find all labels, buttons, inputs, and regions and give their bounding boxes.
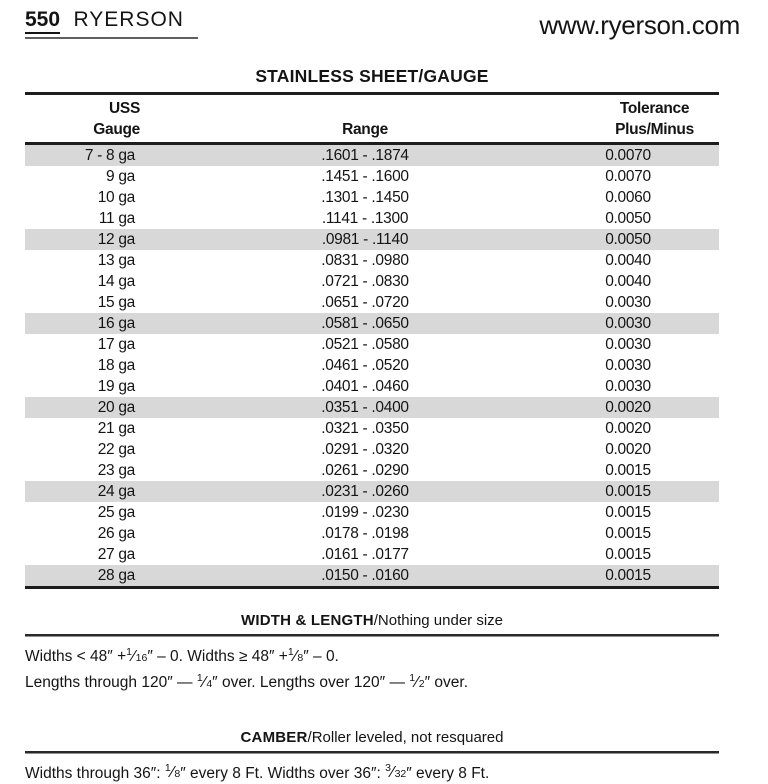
gauge-table <box>25 92 719 589</box>
gauge-cell: 21 ga <box>97 420 135 437</box>
table-row <box>25 313 719 334</box>
website-url[interactable]: www.ryerson.com <box>539 10 740 40</box>
camber-notes <box>25 759 719 784</box>
brand-name: RYERSON <box>73 8 184 31</box>
tolerance-cell: 0.0020 <box>605 399 651 416</box>
range-cell: .0351 - .0400 <box>321 399 409 416</box>
width-length-heading-rest: /Nothing under size <box>373 612 504 629</box>
tolerance-cell: 0.0050 <box>605 231 651 248</box>
tolerance-cell: 0.0040 <box>605 252 651 269</box>
gauge-cell: 14 ga <box>97 273 135 290</box>
col-header-line: Tolerance <box>619 100 690 117</box>
range-cell: .0150 - .0160 <box>321 567 409 584</box>
col-header-line <box>140 98 590 119</box>
range-cell: .0721 - .0830 <box>321 273 409 290</box>
table-row <box>25 208 719 229</box>
range-cell: .0401 - .0460 <box>321 378 409 395</box>
tolerance-cell: 0.0060 <box>605 189 651 206</box>
range-cell: .0161 - .0177 <box>321 546 409 563</box>
table-row <box>25 144 719 167</box>
camber-heading-rest: /Roller leveled, not resquared <box>307 728 504 746</box>
fraction: $^1$⁄8 <box>287 646 304 665</box>
range-cell: .1451 - .1600 <box>321 168 409 185</box>
tolerance-cell: 0.0030 <box>605 336 651 353</box>
fraction: $^1$⁄16 <box>126 646 148 665</box>
tolerance-cell: 0.0015 <box>605 462 651 479</box>
camber-section <box>25 728 719 784</box>
col-header-range <box>140 94 590 144</box>
gauge-cell: 10 ga <box>97 189 135 206</box>
tolerance-cell: 0.0070 <box>605 147 651 164</box>
content <box>25 67 719 784</box>
range-cell: .0981 - .1140 <box>321 231 409 248</box>
tolerance-cell: 0.0020 <box>605 441 651 458</box>
gauge-cell: 28 ga <box>97 567 135 584</box>
range-cell: .0461 - .0520 <box>321 357 409 374</box>
table-row <box>25 565 719 588</box>
tolerance-cell: 0.0015 <box>605 567 651 584</box>
table-row <box>25 397 719 418</box>
table-row <box>25 523 719 544</box>
col-header-line: Plus/Minus <box>615 121 694 138</box>
header-row <box>25 94 719 144</box>
gauge-cell: 12 ga <box>97 231 135 248</box>
gauge-cell: 19 ga <box>97 378 135 395</box>
width-length-heading <box>25 611 719 630</box>
range-cell: .1301 - .1450 <box>321 189 409 206</box>
page-brand <box>25 8 198 39</box>
table-row <box>25 502 719 523</box>
width-length-notes <box>25 642 719 694</box>
fraction: $^1$⁄2 <box>409 671 425 691</box>
gauge-cell: 20 ga <box>97 399 135 416</box>
camber-heading <box>25 728 719 747</box>
gauge-cell: 22 ga <box>97 441 135 458</box>
gauge-cell: 23 ga <box>97 462 135 479</box>
range-cell: .1141 - .1300 <box>321 210 409 227</box>
tolerance-cell: 0.0030 <box>605 357 651 374</box>
fraction: $^1$⁄8 <box>164 762 181 782</box>
range-cell: .0651 - .0720 <box>321 294 409 311</box>
page-number: 550 <box>25 8 60 34</box>
tolerance-cell: 0.0015 <box>605 546 651 563</box>
gauge-cell: 16 ga <box>97 315 135 332</box>
page-title: STAINLESS SHEET/GAUGE <box>255 66 489 86</box>
range-cell: .0521 - .0580 <box>321 336 409 353</box>
gauge-cell: 15 ga <box>97 294 135 311</box>
col-header-tolerance <box>590 94 719 144</box>
range-cell: .0199 - .0230 <box>321 504 409 521</box>
tolerance-cell: 0.0050 <box>605 210 651 227</box>
width-length-heading-bold: WIDTH & LENGTH <box>240 612 374 629</box>
tolerance-cell: 0.0020 <box>605 420 651 437</box>
table-row <box>25 376 719 397</box>
range-cell: .0831 - .0980 <box>321 252 409 269</box>
range-cell: .0231 - .0260 <box>321 483 409 500</box>
table-row <box>25 271 719 292</box>
gauge-cell: 11 ga <box>98 210 135 227</box>
table-row <box>25 334 719 355</box>
range-cell: .0261 - .0290 <box>321 462 409 479</box>
gauge-cell: 18 ga <box>97 357 135 374</box>
fraction: $^3$⁄32 <box>385 762 407 782</box>
gauge-cell: 26 ga <box>97 525 135 542</box>
tolerance-cell: 0.0070 <box>605 168 651 185</box>
range-cell: .0321 - .0350 <box>321 420 409 437</box>
gauge-table-body <box>25 144 719 588</box>
gauge-cell: 27 ga <box>97 546 135 563</box>
table-row <box>25 439 719 460</box>
range-cell: .0581 - .0650 <box>321 315 409 332</box>
table-row <box>25 229 719 250</box>
tolerance-cell: 0.0030 <box>605 315 651 332</box>
col-header-line: Gauge <box>93 121 140 138</box>
masthead <box>0 0 768 39</box>
tolerance-cell: 0.0030 <box>605 378 651 395</box>
table-row <box>25 418 719 439</box>
gauge-cell: 25 ga <box>97 504 135 521</box>
camber-heading-bold: CAMBER <box>240 728 308 746</box>
range-cell: .0291 - .0320 <box>321 441 409 458</box>
table-row <box>25 481 719 502</box>
note-line: Widths through 36″: $^1$⁄8″ every 8 Ft. Widths over 36″: $^3$⁄32″ every 8 Ft. <box>25 762 490 782</box>
col-header-line: USS <box>109 100 140 117</box>
gauge-cell: 24 ga <box>97 483 135 500</box>
table-row <box>25 355 719 376</box>
gauge-cell: 13 ga <box>97 252 135 269</box>
table-row <box>25 166 719 187</box>
gauge-cell: 9 ga <box>106 168 135 185</box>
gauge-table-header <box>25 94 719 144</box>
tolerance-cell: 0.0030 <box>605 294 651 311</box>
tolerance-cell: 0.0015 <box>605 504 651 521</box>
range-cell: .1601 - .1874 <box>321 147 409 164</box>
tolerance-cell: 0.0040 <box>605 273 651 290</box>
fraction: $^1$⁄4 <box>196 671 213 691</box>
table-row <box>25 292 719 313</box>
table-row <box>25 250 719 271</box>
tolerance-cell: 0.0015 <box>605 525 651 542</box>
col-header-uss-gauge <box>25 94 140 144</box>
col-header-line: Range <box>342 121 388 138</box>
gauge-cell: 7 - 8 ga <box>84 147 135 164</box>
note-line: Widths < 48″ +$^1$⁄16″ – 0. Widths ≥ 48″ +$^1$⁄8″ – 0. <box>25 646 339 665</box>
gauge-cell: 17 ga <box>97 336 135 353</box>
note-line: Lengths through 120″ — $^1$⁄4″ over. Lengths over 120″ — $^1$⁄2″ over. <box>25 671 469 691</box>
range-cell: .0178 - .0198 <box>321 525 409 542</box>
width-length-section <box>25 611 719 694</box>
tolerance-cell: 0.0015 <box>605 483 651 500</box>
table-row <box>25 460 719 481</box>
section-rule <box>25 634 719 637</box>
table-row <box>25 544 719 565</box>
table-row <box>25 187 719 208</box>
section-rule <box>25 751 719 754</box>
